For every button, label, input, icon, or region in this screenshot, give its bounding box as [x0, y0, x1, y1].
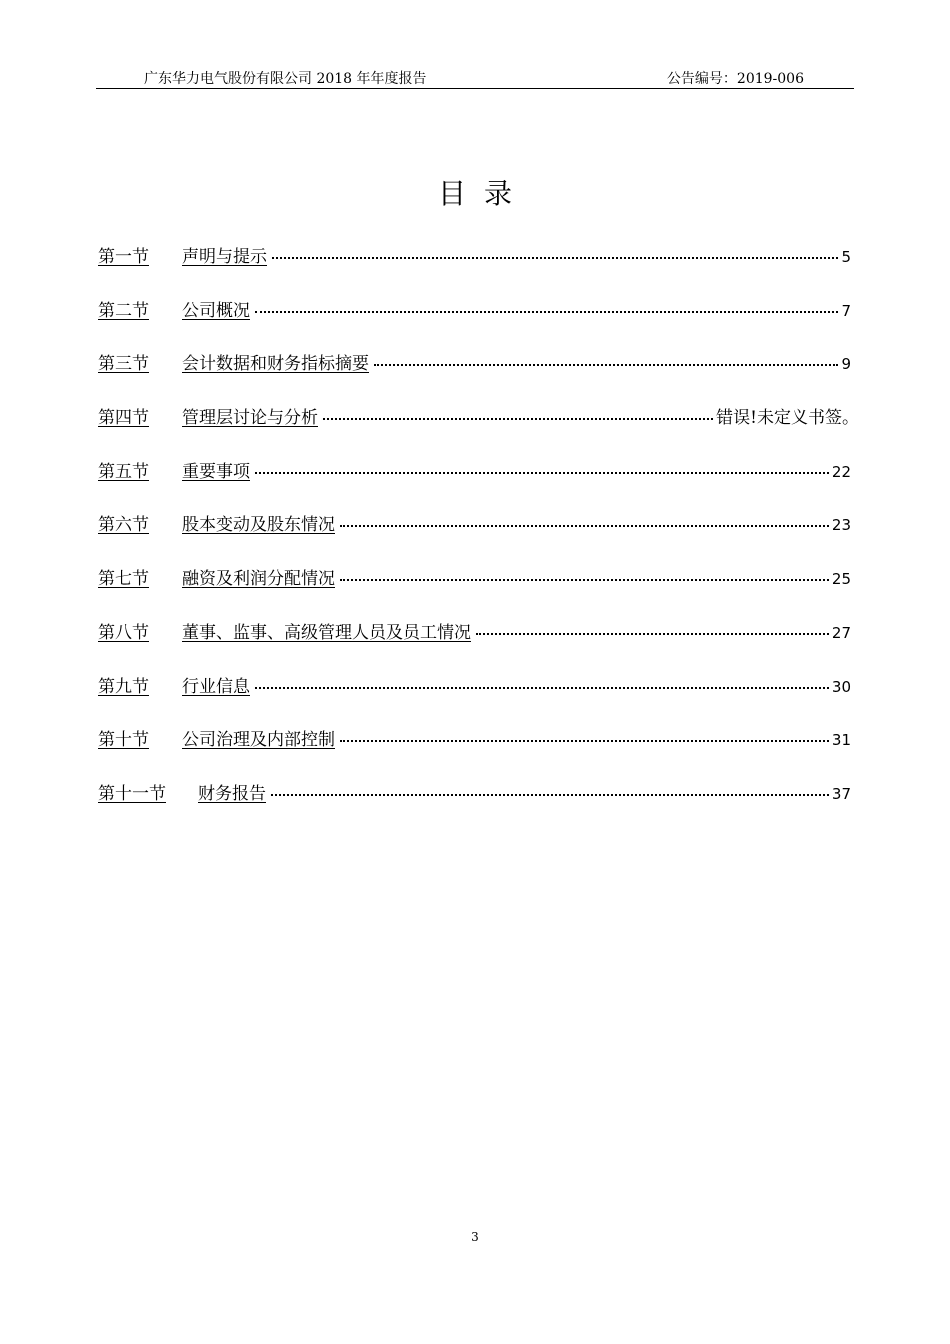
toc-section-name[interactable]: 重要事项 — [182, 461, 250, 482]
page-title: 目录 — [437, 177, 530, 210]
toc-entry-11[interactable] — [98, 779, 851, 833]
toc-entry-10[interactable] — [98, 725, 851, 779]
toc-section-label[interactable]: 第三节 — [98, 354, 149, 375]
toc-entry-2[interactable] — [98, 296, 851, 350]
toc-entry-1[interactable] — [98, 242, 851, 296]
toc-leader-dots — [340, 579, 829, 581]
toc-section-name[interactable]: 管理层讨论与分析 — [182, 408, 318, 429]
toc-entry-4[interactable] — [98, 403, 859, 457]
toc-leader-dots — [340, 525, 829, 527]
toc-section-label[interactable]: 第十节 — [98, 730, 149, 751]
toc-section-name[interactable]: 融资及利润分配情况 — [182, 569, 335, 590]
toc-page-number: 7 — [841, 301, 851, 320]
header-report-title: 广东华力电气股份有限公司 2018 年年度报告 — [144, 71, 427, 87]
toc-page-error: 错误!未定义书签。 — [716, 408, 859, 429]
header-announcement-number: 公告编号：2019-006 — [666, 71, 804, 87]
toc-page-number: 37 — [831, 784, 851, 803]
toc-page-number: 27 — [831, 623, 851, 642]
toc-section-label[interactable]: 第四节 — [98, 408, 149, 429]
toc-entry-5[interactable] — [98, 457, 851, 511]
toc-section-label[interactable]: 第六节 — [98, 515, 149, 536]
toc-entry-6[interactable] — [98, 510, 851, 564]
toc-leader-dots — [271, 794, 829, 796]
page-header — [96, 66, 854, 89]
toc-leader-dots — [255, 472, 829, 474]
toc-section-label[interactable]: 第一节 — [98, 247, 149, 267]
toc-section-label[interactable]: 第十一节 — [98, 783, 166, 804]
toc-leader-dots — [476, 633, 829, 635]
toc-section-name[interactable]: 会计数据和财务指标摘要 — [182, 354, 369, 375]
toc-page-number: 25 — [831, 570, 851, 589]
toc-section-label[interactable]: 第七节 — [98, 569, 149, 590]
toc-leader-dots — [340, 740, 829, 742]
toc-leader-dots — [255, 687, 829, 689]
toc-leader-dots — [255, 311, 838, 313]
toc-page-number: 30 — [831, 677, 851, 696]
toc-section-name[interactable]: 董事、监事、高级管理人员及员工情况 — [182, 622, 471, 643]
toc-section-name[interactable]: 公司概况 — [182, 300, 250, 321]
toc-section-name[interactable]: 财务报告 — [198, 783, 266, 804]
table-of-contents — [98, 242, 859, 833]
toc-page-number: 9 — [841, 355, 851, 374]
toc-leader-dots — [323, 418, 713, 420]
toc-section-label[interactable]: 第五节 — [98, 461, 149, 482]
toc-section-label[interactable]: 第二节 — [98, 300, 149, 321]
toc-section-label[interactable]: 第八节 — [98, 622, 149, 643]
toc-section-name[interactable]: 声明与提示 — [182, 247, 267, 267]
toc-page-number: 23 — [831, 516, 851, 535]
toc-entry-3[interactable] — [98, 349, 851, 403]
page-number: 3 — [471, 1230, 479, 1244]
toc-leader-dots — [272, 257, 838, 259]
toc-page-number: 5 — [841, 248, 851, 266]
toc-section-name[interactable]: 公司治理及内部控制 — [182, 730, 335, 751]
toc-page-number: 22 — [831, 462, 851, 481]
toc-leader-dots — [374, 364, 838, 366]
toc-page-number: 31 — [831, 731, 851, 750]
toc-entry-7[interactable] — [98, 564, 851, 618]
toc-entry-9[interactable] — [98, 672, 851, 726]
toc-section-name[interactable]: 股本变动及股东情况 — [182, 515, 335, 536]
toc-section-name[interactable]: 行业信息 — [182, 676, 250, 697]
toc-entry-8[interactable] — [98, 618, 851, 672]
toc-section-label[interactable]: 第九节 — [98, 676, 149, 697]
